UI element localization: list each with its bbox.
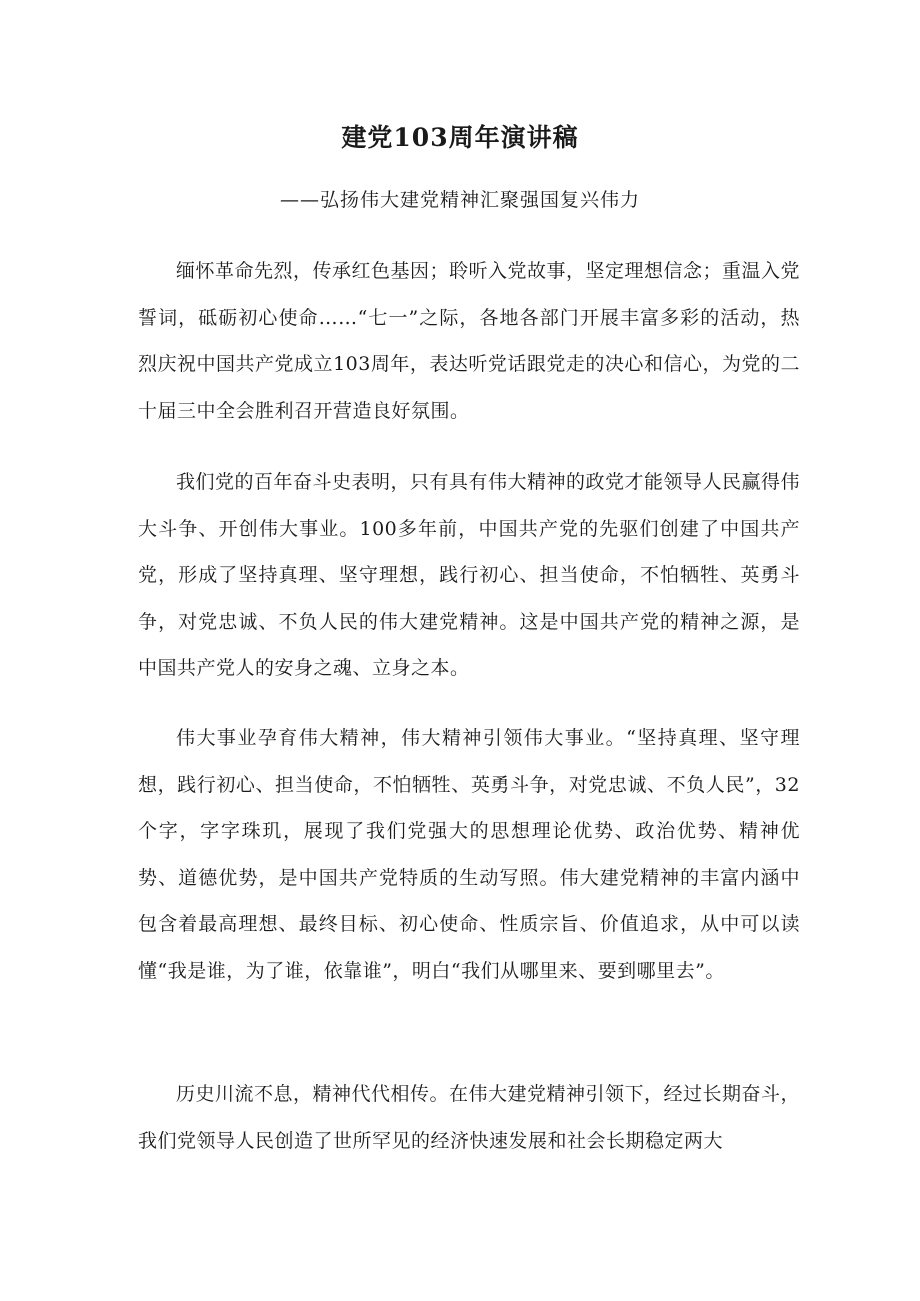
paragraph-2: 我们党的百年奋斗史表明，只有具有伟大精神的政党才能领导人民赢得伟大斗争、开创伟大事业。100多年前，中国共产党的先驱们创建了中国共产党，形成了坚持真理、坚守理想，践行初心、担当使命，不怕牺牲、英勇斗争，对党忠诚、不负人民的伟大建党精神。这是中国共产党的精神之源，是中国共产党人的安身之魂、立身之本。 (138, 471, 801, 679)
page-subtitle: ——弘扬伟大建党精神汇聚强国复兴伟力 (279, 189, 640, 211)
paragraph-3: 伟大事业孕育伟大精神，伟大精神引领伟大事业。“坚持真理、坚守理想，践行初心、担当使命，不怕牺牲、英勇斗争，对党忠诚、不负人民”，32个字，字字珠玑，展现了我们党强大的思想理论优势、政治优势、精神优势、道德优势，是中国共产党特质的生动写照。伟大建党精神的丰富内涵中包含着最高理想、最终目标、初心使命、性质宗旨、价值追求，从中可以读懂“我是谁，为了谁，依靠谁”，明白“我们从哪里来、要到哪里去”。 (138, 727, 800, 982)
paragraph-1: 缅怀革命先烈，传承红色基因；聆听入党故事，坚定理想信念；重温入党誓词，砥砺初心使命……“七一”之际，各地各部门开展丰富多彩的活动，热烈庆祝中国共产党成立103周年，表达听党话跟党走的决心和信心，为党的二十届三中全会胜利召开营造良好氛围。 (138, 260, 801, 422)
paragraph-4: 历史川流不息，精神代代相传。在伟大建党精神引领下，经过长期奋斗，我们党领导人民创造了世所罕见的经济快速发展和社会长期稳定两大 (138, 1083, 801, 1152)
page-title: 建党103周年演讲稿 (341, 123, 579, 152)
